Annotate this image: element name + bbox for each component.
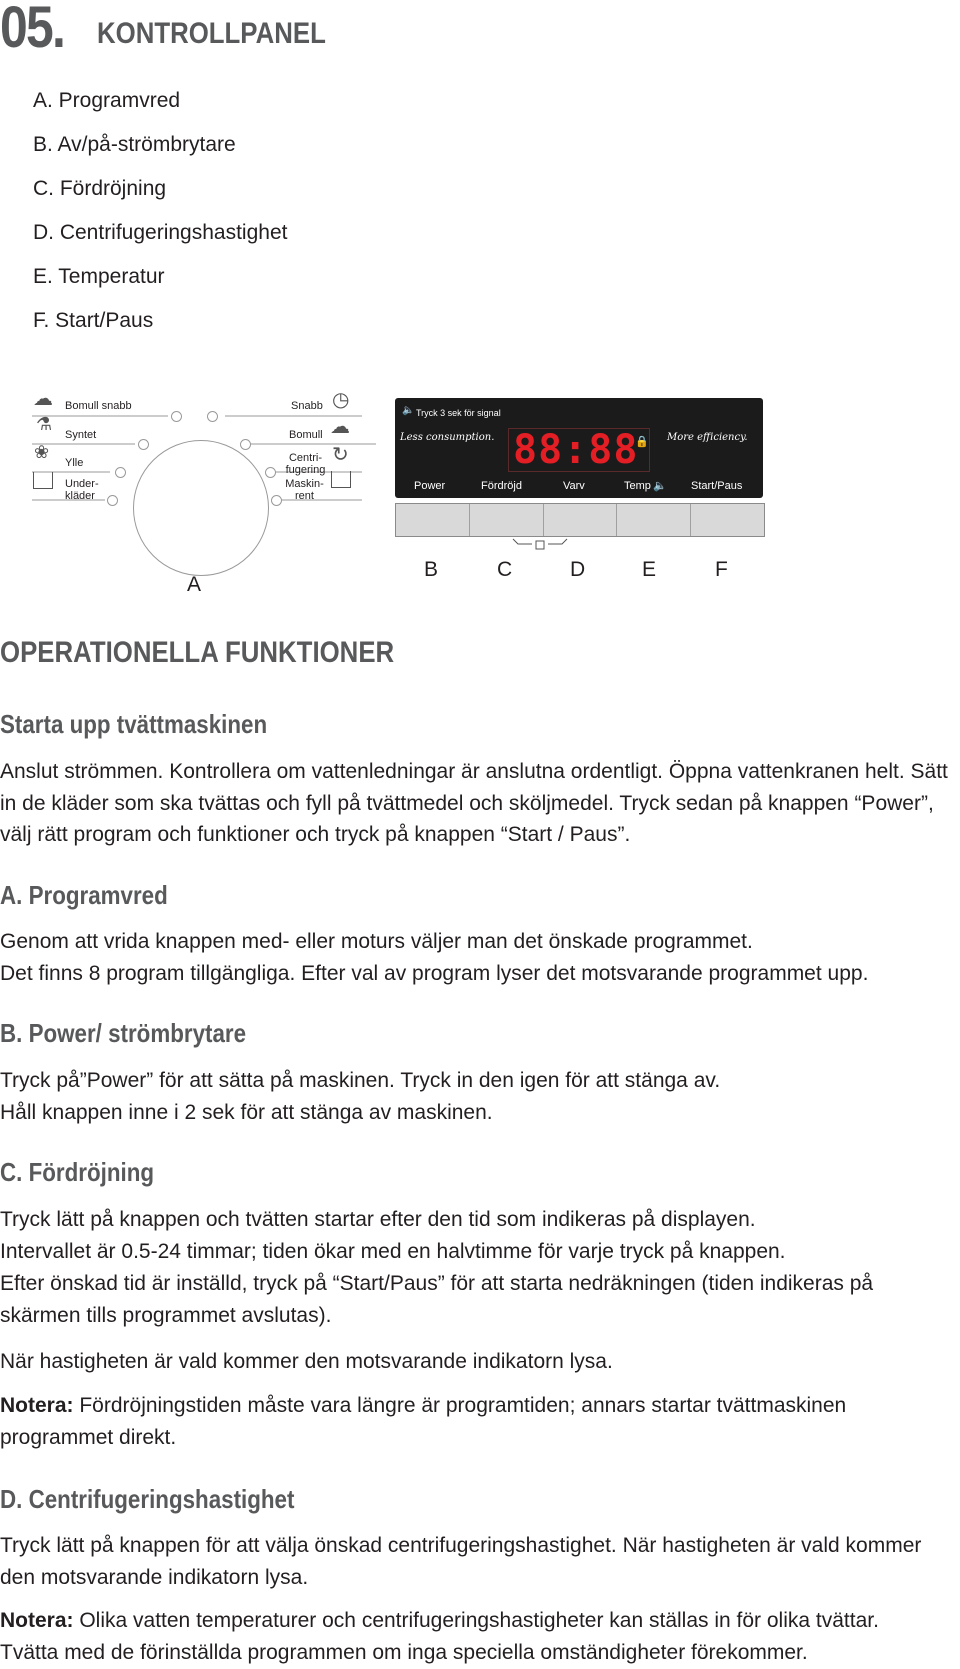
program-indicator xyxy=(138,439,149,450)
paragraph: Efter önskad tid är inställd, tryck på “Start/Paus” för att starta nedräkningen (tiden indikeras på skärmen tills programmet avslutas). xyxy=(0,1272,874,1327)
power-label: Power xyxy=(414,480,446,492)
digit-display xyxy=(508,428,650,472)
note-text: Olika vatten temperaturer och centrifugeringshastigheter kan ställas in för olika tvättar. Tvätta med de förinställda programmen om inga speciella omständigheter förekommer. xyxy=(0,1609,879,1664)
list-item: F. Start/Paus xyxy=(33,309,154,332)
label-f: F xyxy=(715,558,728,581)
program-label: Bomull xyxy=(289,429,323,441)
delay-label: Fördröjd xyxy=(481,480,522,492)
note-text: Fördröjningstiden måste vara längre är programtiden; annars startar tvättmaskinen programmet direkt. xyxy=(0,1394,847,1449)
paragraph: Tryck lätt på knappen för att välja önskad centrifugeringshastighet. När hastigheten är vald kommer den motsvarande indikatorn lysa. xyxy=(0,1534,922,1589)
label-b: B xyxy=(424,558,439,581)
program-label: Snabb xyxy=(291,400,323,412)
list-item: A. Programvred xyxy=(33,89,181,112)
program-dial[interactable] xyxy=(133,440,269,576)
delay-note xyxy=(0,1390,890,1453)
label-e: E xyxy=(642,558,657,581)
drum-clean-icon xyxy=(331,471,351,488)
spin-icon: ↻ xyxy=(332,444,349,466)
paragraph: Intervallet är 0.5-24 timmar; tiden ökar med en halvtimme för varje tryck på knappen. xyxy=(0,1240,786,1263)
section-title: OPERATIONELLA FUNKTIONER xyxy=(0,636,395,669)
delay-heading: C. Fördröjning xyxy=(0,1157,155,1187)
program-label: Under- kläder xyxy=(65,478,99,502)
paragraph: När hastigheten är vald kommer den motsvarande indikatorn lysa. xyxy=(0,1350,613,1373)
paragraph: Genom att vrida knappen med- eller moturs väljer man det önskade programmet. xyxy=(0,930,753,953)
program-indicator xyxy=(171,411,182,422)
less-consumption-text: Less consumption. xyxy=(400,432,495,443)
temp-label: Temp xyxy=(624,480,651,492)
display-digits: 88:88 xyxy=(513,427,639,473)
program-indicator xyxy=(115,467,126,478)
paragraph: Tryck på”Power” för att sätta på maskinen. Tryck in den igen för att stänga av. xyxy=(0,1069,721,1092)
quick-clock-icon: ◷ xyxy=(332,389,350,411)
label-c: C xyxy=(497,558,513,581)
chapter-title: KONTROLLPANEL xyxy=(97,17,326,50)
start-paragraph: Anslut strömmen. Kontrollera om vattenledningar är anslutna ordentligt. Öppna vattenkranen helt. Sätt in de kläder som ska tvättas och fyll på tvättmedel och sköljmedel. Tryck sedan på knappen “Power”, välj rätt program och funktioner och tryck på knappen “Start / Paus”. xyxy=(0,760,948,846)
wool-icon: ❀ xyxy=(34,442,50,462)
list-item: B. Av/på-strömbrytare xyxy=(33,133,236,156)
spin-note xyxy=(0,1605,920,1668)
program-indicator xyxy=(265,467,276,478)
lock-icon: 🔒 xyxy=(635,436,649,448)
delay-button[interactable] xyxy=(470,504,544,536)
power-heading: B. Power/ strömbrytare xyxy=(0,1018,247,1048)
synthetic-icon: ⚗ xyxy=(36,414,53,434)
button-row xyxy=(395,503,765,537)
note-label: Notera: xyxy=(0,1609,74,1632)
temperature-button[interactable] xyxy=(617,504,691,536)
paragraph: Håll knappen inne i 2 sek för att stänga av maskinen. xyxy=(0,1101,493,1124)
program-indicator xyxy=(107,495,118,506)
start-pause-label: Start/Paus xyxy=(691,480,743,492)
label-d: D xyxy=(570,558,586,581)
speaker-icon: 🔈 xyxy=(653,480,667,492)
program-dial-heading: A. Programvred xyxy=(0,880,168,910)
program-label: Centri- fugering xyxy=(285,452,326,476)
cotton-icon: ☁ xyxy=(330,416,350,438)
list-item: C. Fördröjning xyxy=(33,177,167,200)
start-heading: Starta upp tvättmaskinen xyxy=(0,709,268,739)
program-indicator xyxy=(207,411,218,422)
cotton-quick-icon: ☁ xyxy=(33,388,53,410)
spin-button[interactable] xyxy=(544,504,618,536)
component-list xyxy=(33,85,287,349)
program-label: Bomull snabb xyxy=(65,400,132,412)
chapter-number: 05. xyxy=(0,0,65,60)
speaker-icon: 🔈 xyxy=(402,405,415,416)
paragraph: Tryck lätt på knappen och tvätten startar efter den tid som indikeras på displayen. xyxy=(0,1208,756,1231)
paragraph: Det finns 8 program tillgängliga. Efter val av program lyser det motsvarande programmet upp. xyxy=(0,962,869,985)
spin-label: Varv xyxy=(563,480,585,492)
program-label: Syntet xyxy=(65,429,97,441)
program-label: Ylle xyxy=(65,457,84,469)
power-button[interactable] xyxy=(396,504,470,536)
list-item: E. Temperatur xyxy=(33,265,165,288)
program-indicator xyxy=(271,495,282,506)
underwear-icon xyxy=(33,472,53,489)
list-item: D. Centrifugeringshastighet xyxy=(33,221,288,244)
more-efficiency-text: More efficiency. xyxy=(667,432,748,443)
program-indicator xyxy=(240,439,251,450)
note-label: Notera: xyxy=(0,1394,74,1417)
child-lock-bracket xyxy=(510,537,570,553)
spin-speed-heading: D. Centrifugeringshastighet xyxy=(0,1484,295,1514)
signal-hint: Tryck 3 sek för signal xyxy=(416,408,501,418)
start-pause-button[interactable] xyxy=(691,504,764,536)
label-a: A xyxy=(187,573,202,596)
program-label: Maskin- rent xyxy=(285,478,324,502)
